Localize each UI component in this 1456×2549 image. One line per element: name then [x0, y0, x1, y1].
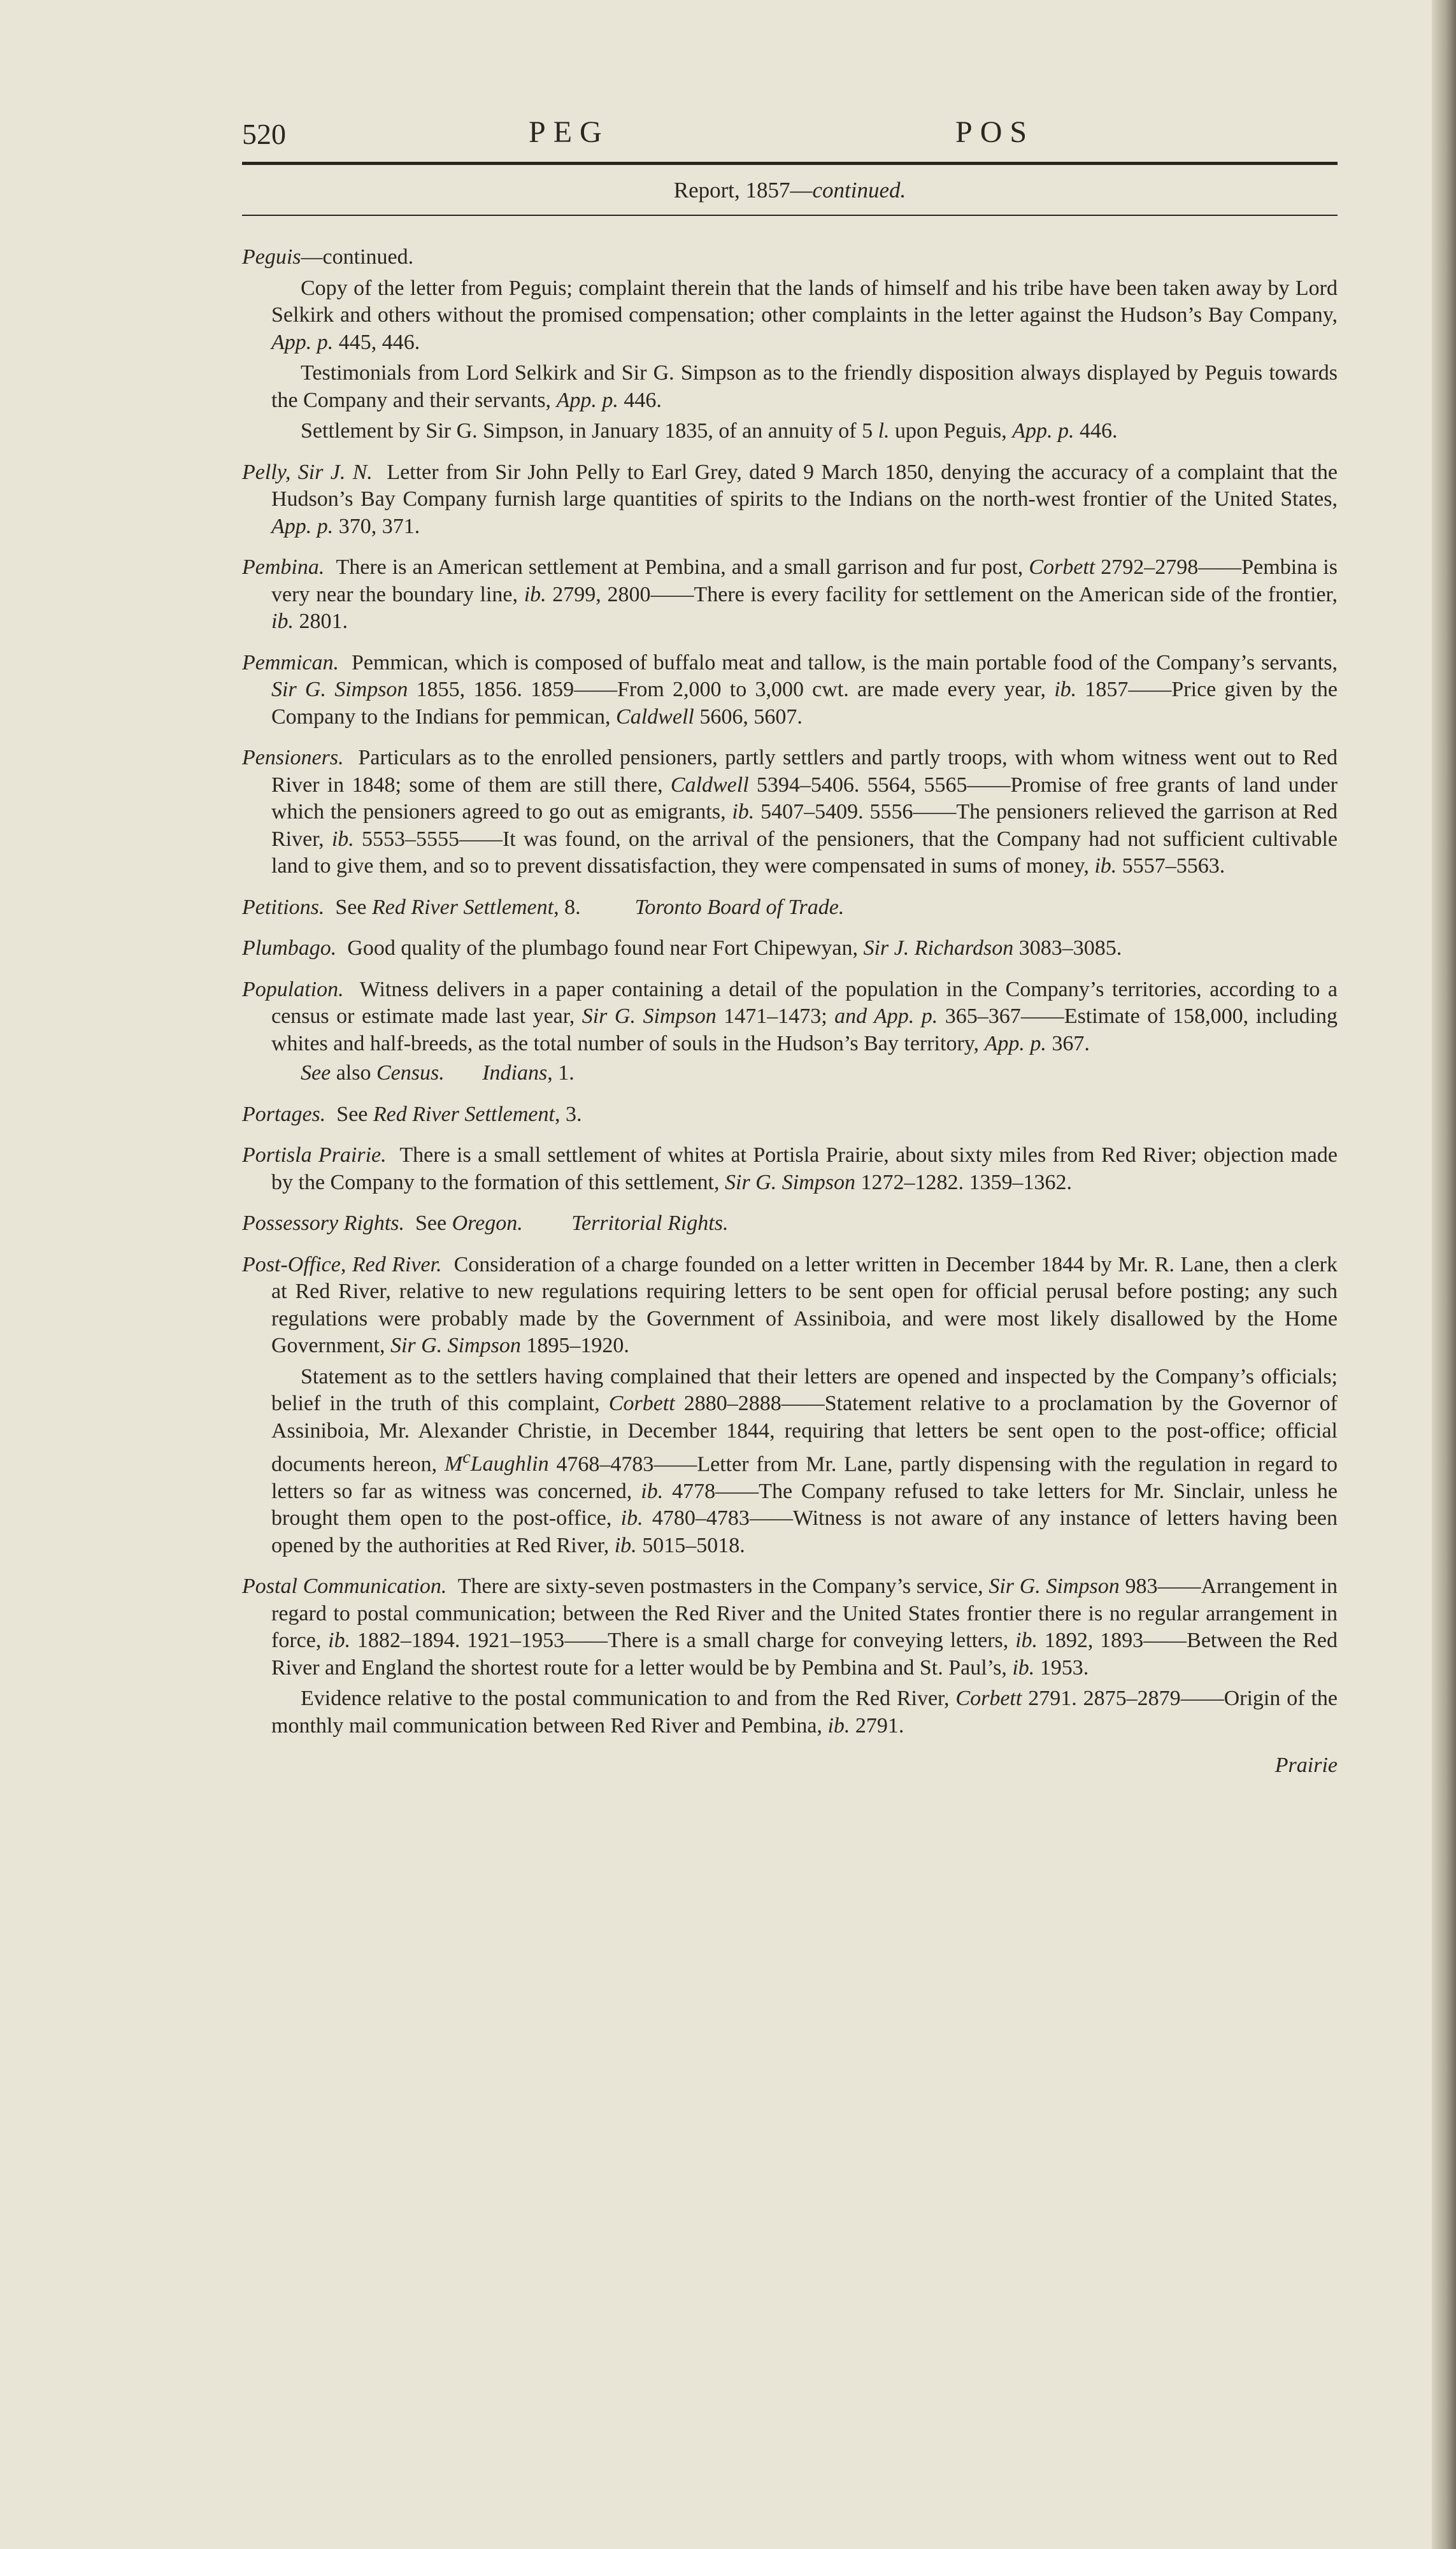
index-entry-pelly: [242, 459, 1338, 541]
entry-paragraph: Evidence relative to the postal communication to and from the Red River, Corbett 2791. 2875–2879——Origin of the monthly mail communication between Red River and Pembina, ib. 2791.: [271, 1687, 1338, 1738]
index-entry-pembina: [242, 554, 1338, 636]
subtitle-plain: Report, 1857—: [673, 178, 813, 203]
entry-text: Possessory Rights. See Oregon. Territorial Rights.: [242, 1211, 729, 1235]
entry-heading: Post-Office, Red River.: [242, 1252, 442, 1276]
entry-text: Pemmican. Pemmican, which is composed of buffalo meat and tallow, is the main portable food of the Company’s servants, Sir G. Simpson 1855, 1856. 1859——From 2,000 to 3,000 cwt. are made every year, ib. 1857——Price given by the Company to the Indians for pemmican, Caldwell 5606, 5607.: [242, 650, 1338, 729]
report-subtitle: [242, 165, 1338, 215]
index-entry-pemmican: [242, 650, 1338, 731]
entry-text: Petitions. See Red River Settlement, 8. Toronto Board of Trade.: [242, 895, 845, 919]
entry-text: Plumbago. Good quality of the plumbago found near Fort Chipewyan, Sir J. Richardson 3083–3085.: [242, 936, 1122, 960]
entry-heading: Population.: [242, 977, 344, 1001]
left-guide-word: PEG: [529, 115, 610, 149]
running-head: [242, 108, 1338, 157]
index-entry-possessory: [242, 1210, 1338, 1238]
entry-text: Postal Communication. There are sixty-seven postmasters in the Company’s service, Sir G. Simpson 983——Arrangement in regard to postal communication; between the Red River and the United States frontier there is no regular arrangement in force, ib. 1882–1894. 1921–1953——There is a small charge for conveying letters, ib. 1892, 1893——Between the Red River and England the shortest route for a letter would be by Pembina and St. Paul’s, ib. 1953.: [242, 1574, 1338, 1680]
entry-text: Population. Witness delivers in a paper containing a detail of the population in the Company’s territories, according to a census or estimate made last year, Sir G. Simpson 1471–1473; and App. p. 365–367——Estimate of 158,000, including whites and half-breeds, as the total number of souls in the Hudson’s Bay territory, App. p. 367.: [242, 977, 1338, 1055]
subtitle-italic: continued.: [812, 178, 906, 203]
entry-heading: Pensioners.: [242, 746, 344, 769]
index-page: [242, 108, 1338, 1778]
entry-heading: Plumbago.: [242, 936, 337, 960]
entry-text: Portages. See Red River Settlement, 3.: [242, 1102, 582, 1126]
entry-text: Pelly, Sir J. N. Letter from Sir John Pelly to Earl Grey, dated 9 March 1850, denying the accuracy of a complaint that the Hudson’s Bay Company furnish large quantities of spirits to the Indians on the north-west frontier of the United States, App. p. 370, 371.: [242, 460, 1338, 538]
entry-see-also: See also Census. Indians, 1.: [301, 1061, 575, 1085]
entry-heading: Possessory Rights.: [242, 1211, 404, 1235]
index-entry-postoffice: [242, 1252, 1338, 1560]
entry-heading: Peguis: [242, 245, 301, 269]
entry-heading: Portages.: [242, 1102, 326, 1126]
entry-heading: Pembina.: [242, 555, 325, 579]
index-entry-plumbago: [242, 935, 1338, 962]
index-entry-petitions: [242, 894, 1338, 922]
index-entry-postal: [242, 1573, 1338, 1739]
index-entry-portages: [242, 1101, 1338, 1129]
entry-heading: Pemmican.: [242, 650, 339, 675]
entry-paragraph: Settlement by Sir G. Simpson, in January 1835, of an annuity of 5 l. upon Peguis, App. p. 446.: [301, 419, 1118, 443]
entry-text: Pembina. There is an American settlement at Pembina, and a small garrison and fur post, Corbett 2792–2798——Pembina is very near the boundary line, ib. 2799, 2800——There is every facility for settlement on the American side of the frontier, ib. 2801.: [242, 555, 1338, 633]
entry-heading: Pelly, Sir J. N.: [242, 460, 373, 484]
index-entries: [242, 244, 1338, 1739]
entry-paragraph: Testimonials from Lord Selkirk and Sir G. Simpson as to the friendly disposition always displayed by Peguis towards the Company and their servants, App. p. 446.: [271, 361, 1338, 412]
catchword: Prairie: [1274, 1753, 1338, 1778]
book-spine-edge: [1432, 0, 1456, 2549]
right-guide-word: POS: [955, 115, 1035, 149]
index-entry-population: [242, 976, 1338, 1087]
entry-paragraph: Copy of the letter from Peguis; complaint therein that the lands of himself and his tribe have been taken away by Lord Selkirk and others without the promised compensation; other complaints in the letter against the Hudson’s Bay Company, App. p. 445, 446.: [271, 276, 1338, 354]
subtitle-rule: [242, 215, 1338, 216]
entry-text: Pensioners. Particulars as to the enrolled pensioners, partly settlers and partly troops, with whom witness went out to Red River in 1848; some of them are still there, Caldwell 5394–5406. 5564, 5565——Promise of free grants of land under which the pensioners agreed to go out as emigrants, ib. 5407–5409. 5556——The pensioners relieved the garrison at Red River, ib. 5553–5555——It was found, on the arrival of the pensioners, that the Company had not sufficient cultivable land to give them, and so to prevent dissatisfaction, they were compensated in sums of money, ib. 5557–5563.: [242, 746, 1338, 878]
entry-text: Portisla Prairie. There is a small settlement of whites at Portisla Prairie, about sixty miles from Red River; objection made by the Company to the formation of this settlement, Sir G. Simpson 1272–1282. 1359–1362.: [242, 1143, 1338, 1194]
page-number: 520: [242, 118, 286, 150]
entry-heading: Postal Communication.: [242, 1574, 447, 1599]
entry-heading: Petitions.: [242, 895, 325, 919]
entry-text: Peguis—continued.: [242, 245, 414, 269]
entry-text: Post-Office, Red River. Consideration of a charge founded on a letter written in December 1844 by Mr. R. Lane, then a clerk at Red River, relative to new regulations requiring letters to be sent open for official perusal before posting; any such regulations were probably made by the Government of Assiniboia, and were most likely disallowed by the Home Government, Sir G. Simpson 1895–1920.: [242, 1252, 1338, 1357]
index-entry-portisla: [242, 1142, 1338, 1196]
entry-paragraph: Statement as to the settlers having complained that their letters are opened and inspected by the Company’s officials; belief in the truth of this complaint, Corbett 2880–2888——Statement relative to a proclamation by the Governor of Assiniboia, Mr. Alexander Christie, in December 1844, requiring that letters be sent open to the post-office; official documents hereon, $M^cLaughlin$ 4768–4783——Letter from Mr. Lane, partly dispensing with the regulation in regard to letters so far as witness was concerned, ib. 4778——The Company refused to take letters for Mr. Sinclair, unless he brought them open to the post-office, ib. 4780–4783——Witness is not aware of any instance of letters having been opened by the authorities at Red River, ib. 5015–5018.: [271, 1364, 1338, 1557]
index-entry-peguis: [242, 244, 1338, 445]
index-entry-pensioners: [242, 745, 1338, 880]
entry-heading: Portisla Prairie.: [242, 1143, 387, 1167]
